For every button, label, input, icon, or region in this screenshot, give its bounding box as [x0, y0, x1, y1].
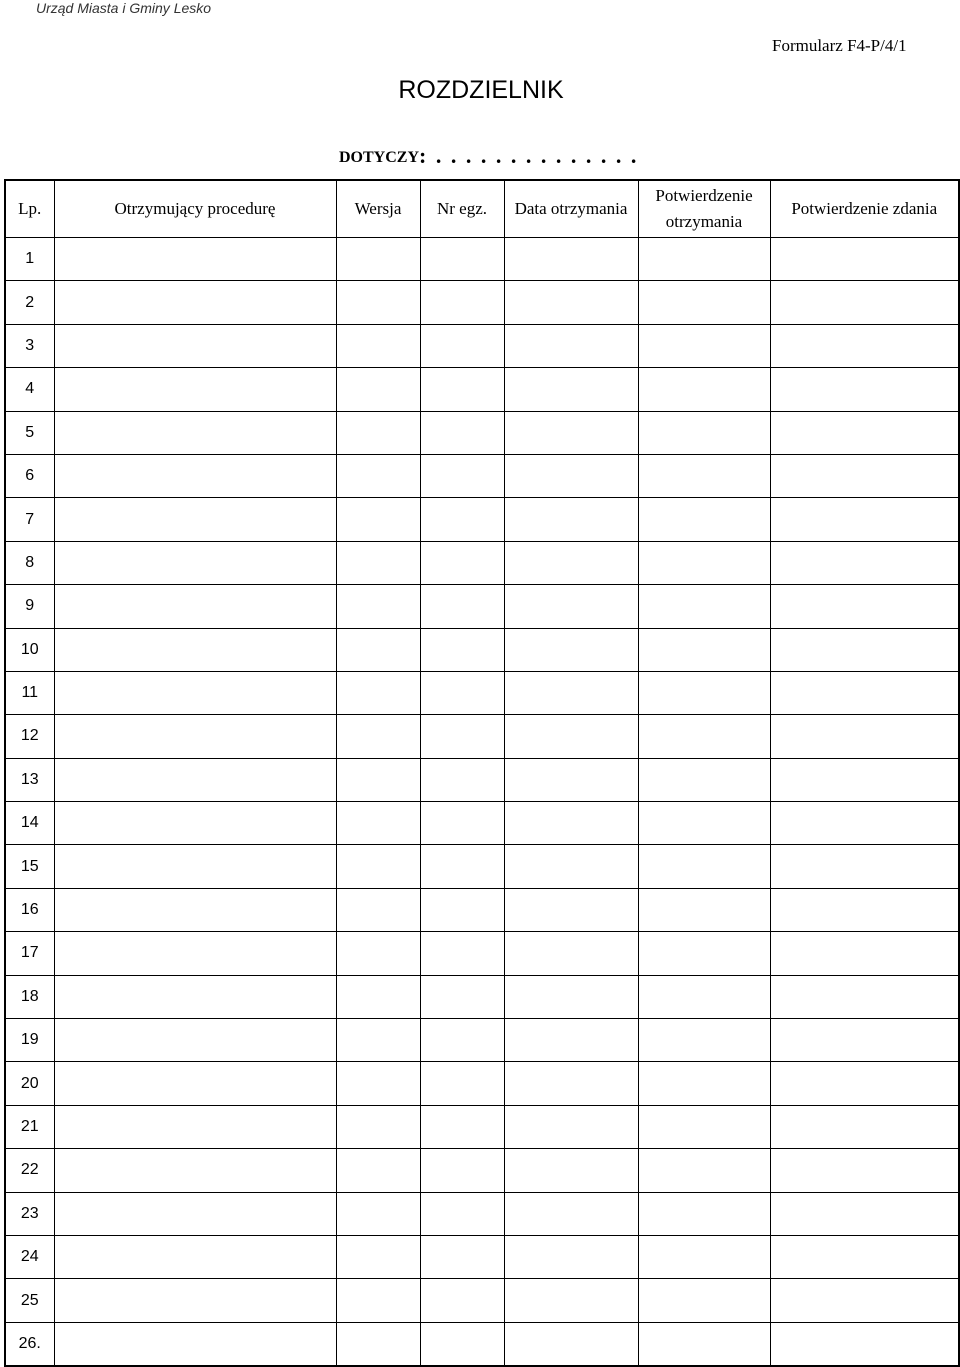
receipt-confirmation-cell[interactable] [638, 628, 770, 671]
recipient-cell[interactable] [54, 1192, 336, 1235]
return-confirmation-cell[interactable] [770, 628, 959, 671]
version-cell[interactable] [336, 758, 420, 801]
return-confirmation-cell[interactable] [770, 845, 959, 888]
copy-number-cell[interactable] [420, 238, 504, 281]
date-received-cell[interactable] [504, 715, 638, 758]
table-row [5, 628, 959, 671]
table-row [5, 281, 959, 324]
version-cell[interactable] [336, 975, 420, 1018]
table-row [5, 1322, 959, 1366]
date-received-cell[interactable] [504, 671, 638, 714]
version-cell[interactable] [336, 238, 420, 281]
row-number: 15 [5, 845, 54, 888]
recipient-cell[interactable] [54, 1322, 336, 1366]
receipt-confirmation-cell[interactable] [638, 1105, 770, 1148]
copy-number-cell[interactable] [420, 324, 504, 367]
copy-number-cell[interactable] [420, 628, 504, 671]
row-number: 12 [5, 715, 54, 758]
receipt-confirmation-cell[interactable] [638, 1192, 770, 1235]
recipient-cell[interactable] [54, 1279, 336, 1322]
row-number: 18 [5, 975, 54, 1018]
table-row [5, 1062, 959, 1105]
receipt-confirmation-cell[interactable] [638, 324, 770, 367]
version-cell[interactable] [336, 541, 420, 584]
receipt-confirmation-cell[interactable] [638, 1279, 770, 1322]
row-number: 2 [5, 281, 54, 324]
receipt-confirmation-cell[interactable] [638, 1149, 770, 1192]
recipient-cell[interactable] [54, 802, 336, 845]
version-cell[interactable] [336, 1105, 420, 1148]
recipient-cell[interactable] [54, 585, 336, 628]
copy-number-cell[interactable] [420, 758, 504, 801]
receipt-confirmation-cell[interactable] [638, 1062, 770, 1105]
date-received-cell[interactable] [504, 975, 638, 1018]
return-confirmation-cell[interactable] [770, 281, 959, 324]
copy-number-cell[interactable] [420, 802, 504, 845]
return-confirmation-cell[interactable] [770, 368, 959, 411]
return-confirmation-cell[interactable] [770, 758, 959, 801]
copy-number-cell[interactable] [420, 368, 504, 411]
distribution-table [4, 179, 960, 1367]
row-number: 24 [5, 1235, 54, 1278]
return-confirmation-cell[interactable] [770, 585, 959, 628]
version-cell[interactable] [336, 1062, 420, 1105]
date-received-cell[interactable] [504, 238, 638, 281]
return-confirmation-cell[interactable] [770, 1105, 959, 1148]
row-number: 11 [5, 671, 54, 714]
copy-number-cell[interactable] [420, 671, 504, 714]
row-number: 9 [5, 585, 54, 628]
version-cell[interactable] [336, 1149, 420, 1192]
return-confirmation-cell[interactable] [770, 975, 959, 1018]
copy-number-cell[interactable] [420, 1062, 504, 1105]
recipient-cell[interactable] [54, 888, 336, 931]
recipient-cell[interactable] [54, 975, 336, 1018]
return-confirmation-cell[interactable] [770, 1149, 959, 1192]
recipient-cell[interactable] [54, 1019, 336, 1062]
date-received-cell[interactable] [504, 324, 638, 367]
receipt-confirmation-cell[interactable] [638, 585, 770, 628]
receipt-confirmation-cell[interactable] [638, 541, 770, 584]
date-received-cell[interactable] [504, 1235, 638, 1278]
column-header-recipient: Otrzymujący procedurę [54, 180, 336, 238]
table-row [5, 368, 959, 411]
row-number: 22 [5, 1149, 54, 1192]
date-received-cell[interactable] [504, 888, 638, 931]
concerns-value: : . . . . . . . . . . . . . . [419, 143, 639, 168]
copy-number-cell[interactable] [420, 932, 504, 975]
receipt-confirmation-cell[interactable] [638, 368, 770, 411]
copy-number-cell[interactable] [420, 498, 504, 541]
copy-number-cell[interactable] [420, 1192, 504, 1235]
table-row [5, 498, 959, 541]
version-cell[interactable] [336, 671, 420, 714]
recipient-cell[interactable] [54, 411, 336, 454]
row-number: 6 [5, 454, 54, 497]
version-cell[interactable] [336, 1192, 420, 1235]
date-received-cell[interactable] [504, 1105, 638, 1148]
table-row [5, 802, 959, 845]
receipt-confirmation-cell[interactable] [638, 758, 770, 801]
table-row [5, 932, 959, 975]
date-received-cell[interactable] [504, 1322, 638, 1366]
copy-number-cell[interactable] [420, 585, 504, 628]
table-row [5, 1019, 959, 1062]
copy-number-cell[interactable] [420, 281, 504, 324]
column-header-version: Wersja [336, 180, 420, 238]
receipt-confirmation-cell[interactable] [638, 975, 770, 1018]
version-cell[interactable] [336, 585, 420, 628]
date-received-cell[interactable] [504, 1279, 638, 1322]
version-cell[interactable] [336, 802, 420, 845]
row-number: 7 [5, 498, 54, 541]
row-number: 4 [5, 368, 54, 411]
receipt-confirmation-cell[interactable] [638, 1019, 770, 1062]
table-row [5, 758, 959, 801]
version-cell[interactable] [336, 498, 420, 541]
form-id: Formularz F4-P/4/1 [772, 36, 907, 55]
receipt-confirmation-cell[interactable] [638, 238, 770, 281]
table-row [5, 1105, 959, 1148]
row-number: 5 [5, 411, 54, 454]
table-row [5, 671, 959, 714]
concerns-line [339, 142, 638, 168]
date-received-cell[interactable] [504, 1062, 638, 1105]
recipient-cell[interactable] [54, 454, 336, 497]
version-cell[interactable] [336, 932, 420, 975]
return-confirmation-cell[interactable] [770, 454, 959, 497]
return-confirmation-cell[interactable] [770, 715, 959, 758]
return-confirmation-cell[interactable] [770, 802, 959, 845]
date-received-cell[interactable] [504, 368, 638, 411]
copy-number-cell[interactable] [420, 1149, 504, 1192]
version-cell[interactable] [336, 411, 420, 454]
table-row [5, 1149, 959, 1192]
row-number: 13 [5, 758, 54, 801]
return-confirmation-cell[interactable] [770, 411, 959, 454]
recipient-cell[interactable] [54, 368, 336, 411]
version-cell[interactable] [336, 368, 420, 411]
date-received-cell[interactable] [504, 1019, 638, 1062]
copy-number-cell[interactable] [420, 1322, 504, 1366]
table-row [5, 888, 959, 931]
recipient-cell[interactable] [54, 671, 336, 714]
row-number: 23 [5, 1192, 54, 1235]
recipient-cell[interactable] [54, 238, 336, 281]
date-received-cell[interactable] [504, 498, 638, 541]
table-row [5, 411, 959, 454]
column-header-date-received: Data otrzymania [504, 180, 638, 238]
organization-name: Urząd Miasta i Gminy Lesko [36, 0, 212, 16]
column-header-copy-number: Nr egz. [420, 180, 504, 238]
receipt-confirmation-cell[interactable] [638, 845, 770, 888]
version-cell[interactable] [336, 1019, 420, 1062]
copy-number-cell[interactable] [420, 411, 504, 454]
concerns-label: DOTYCZY [339, 149, 420, 166]
version-cell[interactable] [336, 1279, 420, 1322]
version-cell[interactable] [336, 845, 420, 888]
version-cell[interactable] [336, 324, 420, 367]
table-row [5, 1279, 959, 1322]
copy-number-cell[interactable] [420, 541, 504, 584]
recipient-cell[interactable] [54, 1105, 336, 1148]
column-header-receipt-confirmation: Potwierdzenie otrzymania [638, 180, 770, 238]
return-confirmation-cell[interactable] [770, 498, 959, 541]
receipt-confirmation-cell[interactable] [638, 411, 770, 454]
table-header-row [5, 180, 959, 238]
table-row [5, 585, 959, 628]
receipt-confirmation-cell[interactable] [638, 802, 770, 845]
date-received-cell[interactable] [504, 411, 638, 454]
return-confirmation-cell[interactable] [770, 238, 959, 281]
receipt-confirmation-cell[interactable] [638, 888, 770, 931]
table-row [5, 1192, 959, 1235]
date-received-cell[interactable] [504, 802, 638, 845]
table-row [5, 715, 959, 758]
version-cell[interactable] [336, 454, 420, 497]
version-cell[interactable] [336, 1322, 420, 1366]
row-number: 19 [5, 1019, 54, 1062]
copy-number-cell[interactable] [420, 1019, 504, 1062]
row-number: 26. [5, 1322, 54, 1366]
row-number: 16 [5, 888, 54, 931]
column-header-return-confirmation: Potwierdzenie zdania [770, 180, 959, 238]
date-received-cell[interactable] [504, 281, 638, 324]
return-confirmation-cell[interactable] [770, 1235, 959, 1278]
copy-number-cell[interactable] [420, 888, 504, 931]
row-number: 3 [5, 324, 54, 367]
table-row [5, 845, 959, 888]
return-confirmation-cell[interactable] [770, 324, 959, 367]
document-title: ROZDZIELNIK [398, 76, 564, 104]
version-cell[interactable] [336, 281, 420, 324]
date-received-cell[interactable] [504, 845, 638, 888]
version-cell[interactable] [336, 888, 420, 931]
date-received-cell[interactable] [504, 1149, 638, 1192]
return-confirmation-cell[interactable] [770, 1279, 959, 1322]
row-number: 21 [5, 1105, 54, 1148]
recipient-cell[interactable] [54, 498, 336, 541]
table-row [5, 238, 959, 281]
table-row [5, 541, 959, 584]
recipient-cell[interactable] [54, 324, 336, 367]
recipient-cell[interactable] [54, 845, 336, 888]
return-confirmation-cell[interactable] [770, 888, 959, 931]
recipient-cell[interactable] [54, 758, 336, 801]
row-number: 1 [5, 238, 54, 281]
receipt-confirmation-cell[interactable] [638, 281, 770, 324]
date-received-cell[interactable] [504, 541, 638, 584]
receipt-confirmation-cell[interactable] [638, 671, 770, 714]
row-number: 8 [5, 541, 54, 584]
receipt-confirmation-cell[interactable] [638, 1235, 770, 1278]
date-received-cell[interactable] [504, 585, 638, 628]
receipt-confirmation-cell[interactable] [638, 498, 770, 541]
return-confirmation-cell[interactable] [770, 1062, 959, 1105]
recipient-cell[interactable] [54, 1235, 336, 1278]
receipt-confirmation-cell[interactable] [638, 932, 770, 975]
row-number: 25 [5, 1279, 54, 1322]
recipient-cell[interactable] [54, 932, 336, 975]
return-confirmation-cell[interactable] [770, 1192, 959, 1235]
return-confirmation-cell[interactable] [770, 932, 959, 975]
copy-number-cell[interactable] [420, 845, 504, 888]
recipient-cell[interactable] [54, 1149, 336, 1192]
copy-number-cell[interactable] [420, 1105, 504, 1148]
recipient-cell[interactable] [54, 715, 336, 758]
copy-number-cell[interactable] [420, 975, 504, 1018]
copy-number-cell[interactable] [420, 454, 504, 497]
date-received-cell[interactable] [504, 758, 638, 801]
date-received-cell[interactable] [504, 1192, 638, 1235]
recipient-cell[interactable] [54, 541, 336, 584]
row-number: 20 [5, 1062, 54, 1105]
table-row [5, 324, 959, 367]
table-row [5, 454, 959, 497]
receipt-confirmation-cell[interactable] [638, 715, 770, 758]
date-received-cell[interactable] [504, 628, 638, 671]
return-confirmation-cell[interactable] [770, 671, 959, 714]
recipient-cell[interactable] [54, 1062, 336, 1105]
return-confirmation-cell[interactable] [770, 1019, 959, 1062]
receipt-confirmation-cell[interactable] [638, 1322, 770, 1366]
date-received-cell[interactable] [504, 932, 638, 975]
receipt-confirmation-cell[interactable] [638, 454, 770, 497]
copy-number-cell[interactable] [420, 1235, 504, 1278]
return-confirmation-cell[interactable] [770, 1322, 959, 1366]
table-row [5, 1235, 959, 1278]
return-confirmation-cell[interactable] [770, 541, 959, 584]
table-row [5, 975, 959, 1018]
version-cell[interactable] [336, 628, 420, 671]
version-cell[interactable] [336, 1235, 420, 1278]
version-cell[interactable] [336, 715, 420, 758]
date-received-cell[interactable] [504, 454, 638, 497]
recipient-cell[interactable] [54, 628, 336, 671]
recipient-cell[interactable] [54, 281, 336, 324]
copy-number-cell[interactable] [420, 715, 504, 758]
column-header-lp: Lp. [5, 180, 54, 238]
copy-number-cell[interactable] [420, 1279, 504, 1322]
row-number: 14 [5, 802, 54, 845]
row-number: 17 [5, 932, 54, 975]
row-number: 10 [5, 628, 54, 671]
